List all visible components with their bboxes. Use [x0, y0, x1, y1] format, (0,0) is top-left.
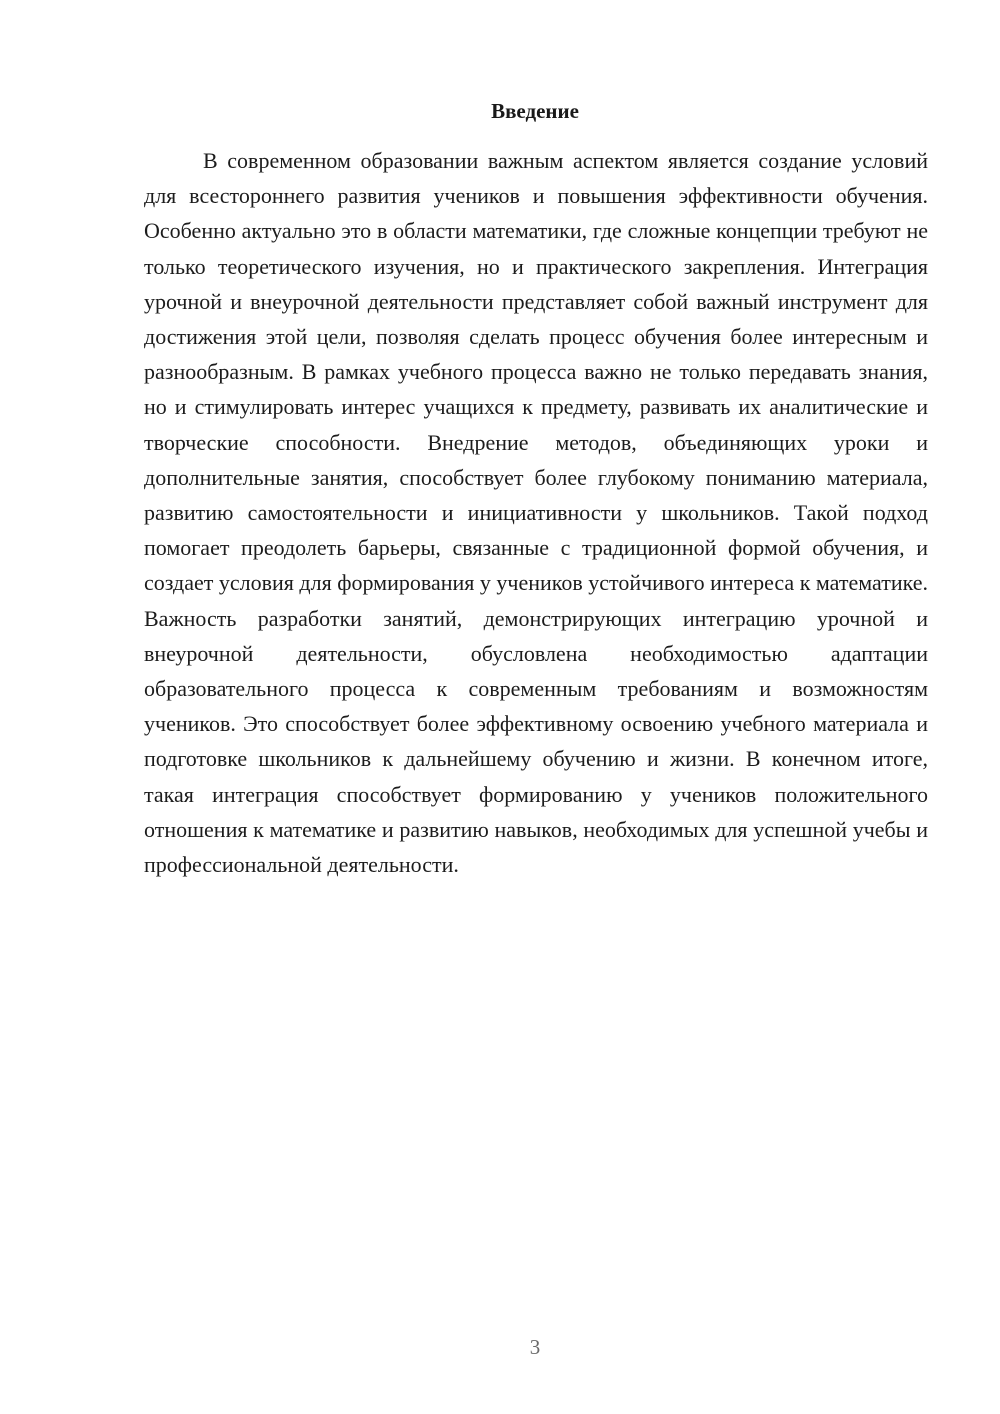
- page-number: 3: [529, 1335, 541, 1359]
- section-heading: Введение: [491, 99, 579, 123]
- body-paragraph: В современном образовании важным аспектом является создание условий для всестороннего развития учеников и повышения эффективности обучения. Особенно актуально это в области математики, где сложные концепции требуют не только теоретического изучения, но и практического закрепления. Интеграция урочной и внеурочной деятельности представляет собой важный инструмент для достижения этой цели, позволяя сделать процесс обучения более интересным и разнообразным. В рамках учебного процесса важно не только передавать знания, но и стимулировать интерес учащихся к предмету, развивать их аналитические и творческие способности. Внедрение методов, объединяющих уроки и дополнительные занятия, способствует более глубокому пониманию материала, развитию самостоятельности и инициативности у школьников. Такой подход помогает преодолеть барьеры, связанные с традиционной формой обучения, и создает условия для формирования у учеников устойчивого интереса к математике. Важность разработки занятий, демонстрирующих интеграцию урочной и внеурочной деятельности, обусловлена необходимостью адаптации образовательного процесса к современным требованиям и возможностям учеников. Это способствует более эффективному освоению учебного материала и подготовке школьников к дальнейшему обучению и жизни. В конечном итоге, такая интеграция способствует формированию у учеников положительного отношения к математике и развитию навыков, необходимых для успешной учебы и профессиональной деятельности.: [144, 148, 928, 878]
